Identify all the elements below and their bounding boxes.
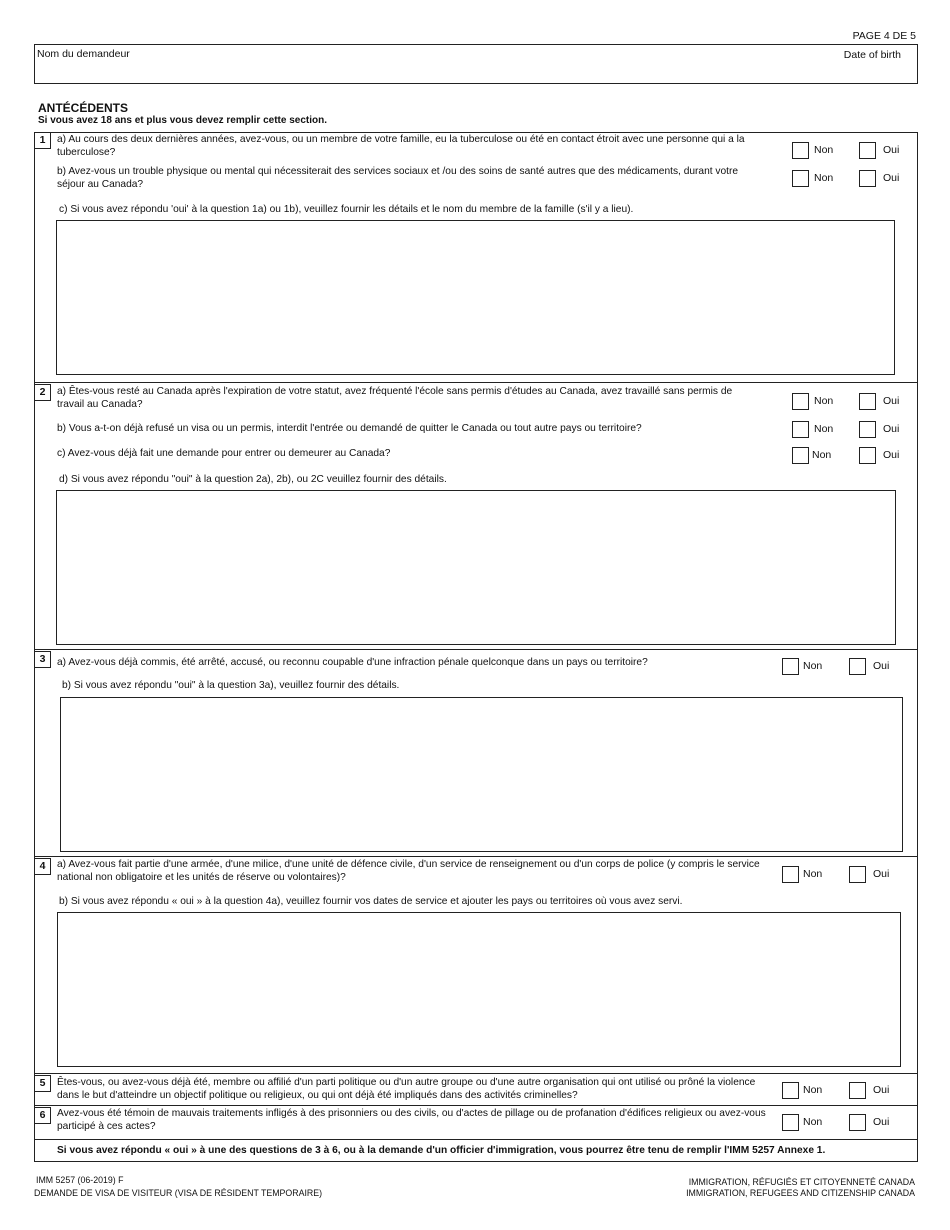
q3a-no-checkbox[interactable] — [782, 658, 799, 675]
question-4-number: 4 — [34, 858, 51, 875]
question-5-number: 5 — [34, 1075, 51, 1092]
form-code: IMM 5257 (06-2019) F — [36, 1175, 124, 1185]
q3a-yes-label: Oui — [873, 660, 890, 672]
question-2-number: 2 — [34, 384, 51, 401]
section-title: ANTÉCÉDENTS — [38, 101, 129, 115]
q4-details-textarea[interactable] — [57, 912, 901, 1067]
q1b-no-label: Non — [814, 172, 834, 184]
q2a-no-label: Non — [814, 395, 834, 407]
q5-no-label: Non — [803, 1084, 823, 1096]
q6-yes-label: Oui — [873, 1116, 890, 1128]
q5-yes-checkbox[interactable] — [849, 1082, 866, 1099]
q2b-yes-checkbox[interactable] — [859, 421, 876, 438]
q2c-no-checkbox[interactable] — [792, 447, 809, 464]
q1a-yes-label: Oui — [883, 144, 900, 156]
applicant-header-box — [34, 44, 918, 84]
section-subtitle: Si vous avez 18 ans et plus vous devez remplir cette section. — [38, 115, 328, 126]
q2-details-textarea[interactable] — [56, 490, 896, 645]
question-1b-text: b) Avez-vous un trouble physique ou mental qui nécessiterait des services sociaux et /ou des soins de santé autres que des médicaments, durant votre séjour au Canada? — [57, 166, 739, 190]
q2b-no-label: Non — [814, 423, 834, 435]
question-5-text: Êtes-vous, ou avez-vous déjà été, membre ou affilié d'un parti politique ou d'un autre groupe ou d'une autre organisation qui ont utilisé ou prôné la violence dans le but d'atteindre un objectif politique ou religieux, ou qui ont déjà été impliqués dans des activités criminelles? — [57, 1077, 756, 1101]
page-number: PAGE 4 DE 5 — [852, 30, 916, 42]
q3-details-textarea[interactable] — [60, 697, 903, 852]
q2a-no-checkbox[interactable] — [792, 393, 809, 410]
question-1-number: 1 — [34, 132, 51, 149]
q1a-yes-checkbox[interactable] — [859, 142, 876, 159]
question-3-number: 3 — [34, 651, 51, 668]
q4a-yes-checkbox[interactable] — [849, 866, 866, 883]
q2a-yes-checkbox[interactable] — [859, 393, 876, 410]
department-fr: IMMIGRATION, RÉFUGIÉS ET CITOYENNETÉ CANADA — [688, 1177, 915, 1187]
date-of-birth-label: Date of birth — [843, 49, 901, 61]
question-5-block — [34, 1073, 918, 1106]
question-3a-text: a) Avez-vous déjà commis, été arrêté, accusé, ou reconnu coupable d'une infraction pénale quelconque dans un pays ou territoire? — [57, 657, 648, 668]
q1a-no-checkbox[interactable] — [792, 142, 809, 159]
q6-no-label: Non — [803, 1116, 823, 1128]
q4a-no-label: Non — [803, 868, 823, 880]
question-2d-text: d) Si vous avez répondu "oui" à la question 2a), 2b), ou 2C veuillez fournir des détails. — [59, 474, 447, 485]
question-3b-text: b) Si vous avez répondu "oui" à la question 3a), veuillez fournir des détails. — [62, 680, 400, 691]
question-2a-text: a) Êtes-vous resté au Canada après l'expiration de votre statut, avez fréquenté l'école sans permis d'études au Canada, avez travaillé sans permis de travail au Canada? — [57, 386, 733, 410]
q6-no-checkbox[interactable] — [782, 1114, 799, 1131]
question-2c-text: c) Avez-vous déjà fait une demande pour entrer ou demeurer au Canada? — [57, 448, 391, 459]
q1b-yes-label: Oui — [883, 172, 900, 184]
q2c-yes-label: Oui — [883, 449, 900, 461]
q6-yes-checkbox[interactable] — [849, 1114, 866, 1131]
question-1a-text: a) Au cours des deux dernières années, avez-vous, ou un membre de votre famille, eu la tuberculose ou été en contact étroit avec une personne qui a la tuberculose? — [57, 134, 745, 158]
form-name: DEMANDE DE VISA DE VISITEUR (VISA DE RÉSIDENT TEMPORAIRE) — [34, 1188, 323, 1198]
q4a-yes-label: Oui — [873, 868, 890, 880]
q5-no-checkbox[interactable] — [782, 1082, 799, 1099]
q1b-no-checkbox[interactable] — [792, 170, 809, 187]
q2b-no-checkbox[interactable] — [792, 421, 809, 438]
annex-note: Si vous avez répondu « oui » à une des questions de 3 à 6, ou à la demande d'un officier d'immigration, vous pourrez être tenu de remplir l'IMM 5257 Annexe 1. — [34, 1139, 918, 1162]
applicant-name-label: Nom du demandeur — [37, 48, 130, 60]
q1-details-textarea[interactable] — [56, 220, 895, 375]
q2c-yes-checkbox[interactable] — [859, 447, 876, 464]
question-6-block — [34, 1105, 918, 1140]
q3a-no-label: Non — [803, 660, 823, 672]
q2a-yes-label: Oui — [883, 395, 900, 407]
q3a-yes-checkbox[interactable] — [849, 658, 866, 675]
question-6-number: 6 — [34, 1107, 51, 1124]
department-en: IMMIGRATION, REFUGEES AND CITIZENSHIP CANADA — [686, 1188, 915, 1198]
q2c-no-label: Non — [812, 449, 832, 461]
q1a-no-label: Non — [814, 144, 834, 156]
question-2-block — [34, 382, 918, 650]
question-3-block — [34, 649, 918, 857]
question-1-block — [34, 132, 918, 383]
question-4b-text: b) Si vous avez répondu « oui » à la question 4a), veuillez fournir vos dates de service et ajouter les pays ou territoires où vous avez servi. — [59, 896, 683, 907]
q4a-no-checkbox[interactable] — [782, 866, 799, 883]
q5-yes-label: Oui — [873, 1084, 890, 1096]
q2b-yes-label: Oui — [883, 423, 900, 435]
question-4-block — [34, 856, 918, 1074]
question-1c-text: c) Si vous avez répondu 'oui' à la question 1a) ou 1b), veuillez fournir les détails et le nom du membre de la famille (s'il y a lieu). — [59, 204, 634, 215]
question-4a-text: a) Avez-vous fait partie d'une armée, d'une milice, d'une unité de défence civile, d'un service de renseignement ou d'un corps de police (y compris le service national non obligatoire et les unités de réserve ou volontaires)? — [57, 859, 760, 883]
q1b-yes-checkbox[interactable] — [859, 170, 876, 187]
question-2b-text: b) Vous a-t-on déjà refusé un visa ou un permis, interdit l'entrée ou demandé de quitter le Canada ou tout autre pays ou territoire? — [57, 423, 642, 434]
question-6-text: Avez-vous été témoin de mauvais traitements infligés à des prisonniers ou des civils, ou d'actes de pillage ou de profanation d'édifices religieux ou avez-vous participé à ces actes? — [57, 1108, 766, 1132]
